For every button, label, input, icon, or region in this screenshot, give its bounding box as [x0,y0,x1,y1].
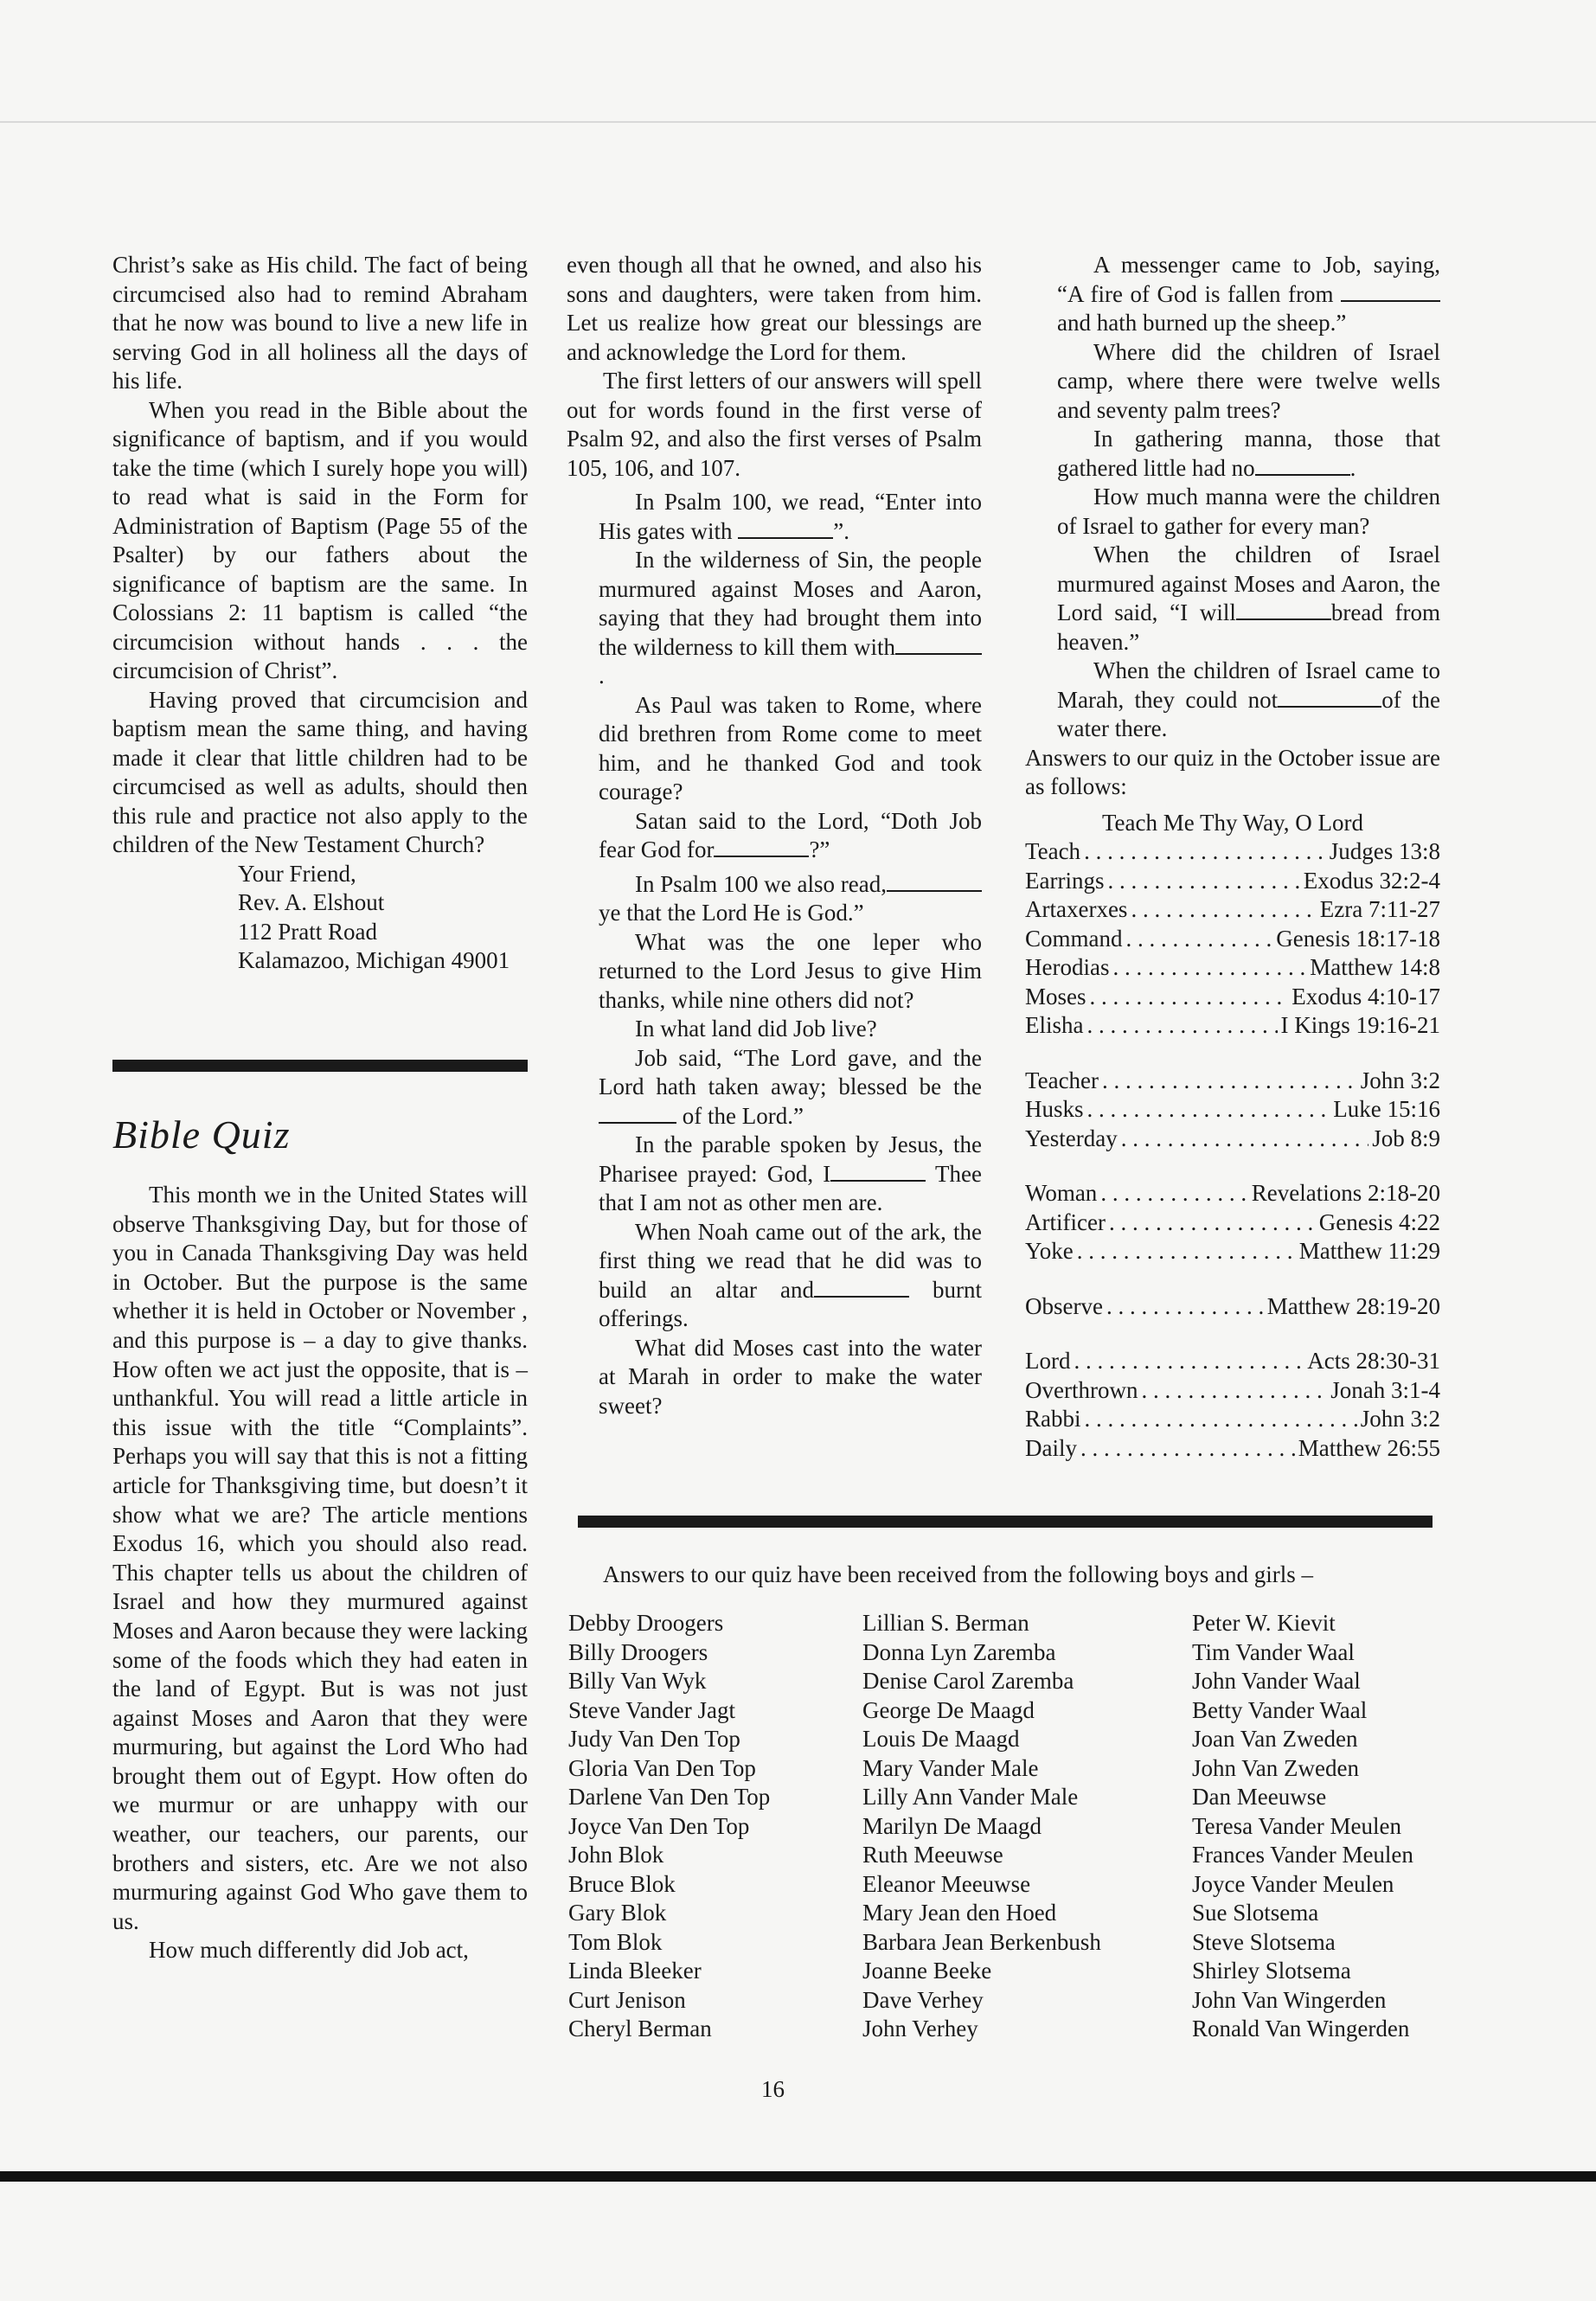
answer-blank [1236,618,1331,620]
signature-line: 112 Pratt Road [238,918,377,945]
respondent-name: Tom Blok [568,1928,663,1955]
respondent-name: John Van Zweden [1192,1754,1359,1781]
answer-row [1025,1067,1440,1096]
answer-reference: I Kings 19:16-21 [1280,1012,1440,1038]
dot-leader [1106,1292,1264,1322]
answer-blank [887,889,982,892]
quiz-question: How much manna were the children of Israel to gather for every man? [1057,484,1440,539]
answer-reference: Judges 13:8 [1329,838,1440,864]
answer-list [1025,837,1440,1463]
page-number: 16 [761,2076,785,2102]
section-divider [578,1516,1433,1528]
answer-group [1025,837,1440,1041]
quiz-question: When the children of Israel murmured against Moses and Aaron, the Lord said, “I will bread from heaven.” [1057,542,1440,655]
answer-reference: Jonah 3:1-4 [1330,1376,1440,1403]
answer-row [1025,895,1440,925]
signature-block [112,860,528,976]
quiz-question: In what land did Job live? [635,1016,877,1042]
respondent-name: Joyce Van Den Top [568,1812,750,1839]
respondent-name: Shirley Slotsema [1192,1958,1351,1984]
dot-leader [1100,1179,1247,1208]
answer-reference: Luke 15:16 [1333,1096,1440,1122]
quiz-intro-paragraph: How much differently did Job act, [149,1937,469,1964]
quiz-question: When Noah came out of the ark, the first thing we read that he did was to build an altar and burnt offerings. [599,1218,982,1331]
respondent-name: Ronald Van Wingerden [1192,2016,1410,2041]
respondent-name: Dave Verhey [862,1986,984,2013]
answer-blank [599,1121,676,1124]
respondent-name: Gary Blok [568,1900,667,1926]
answer-word: Husks [1025,1096,1084,1122]
respondent-name: Judy Van Den Top [568,1726,740,1752]
respondent-name: Curt Jenison [568,1986,686,2013]
names-column [862,1609,1101,2044]
dot-leader [1087,1011,1278,1041]
respondent-name: Bruce Blok [568,1870,676,1897]
answer-group [1025,1347,1440,1463]
answer-blank [738,536,833,539]
respondent-name: John Blok [568,1842,664,1868]
signature-line: Your Friend, [238,860,356,887]
dot-leader [1074,1347,1304,1376]
respondent-name: Betty Vander Waal [1192,1696,1368,1723]
quiz-question: Satan said to the Lord, “Doth Job fear God for ?” [599,807,982,862]
answer-blank [1255,473,1350,476]
dot-leader [1085,1405,1357,1434]
respondent-name: Louis De Maagd [862,1726,1020,1752]
respondent-name: Donna Lyn Zaremba [862,1638,1056,1665]
answer-reference: Job 8:9 [1372,1125,1440,1151]
dot-leader [1087,1095,1330,1125]
answer-reference: Revelations 2:18-20 [1251,1180,1440,1206]
signature-line: Kalamazoo, Michigan 49001 [238,947,510,973]
answer-blank [1341,299,1440,302]
answer-group [1025,1067,1440,1154]
dot-leader [1131,895,1316,925]
answer-word: Daily [1025,1434,1077,1461]
answer-row [1025,983,1440,1012]
answer-blank [830,1179,926,1182]
answer-word: Command [1025,925,1123,952]
respondent-name: Eleanor Meeuwse [862,1870,1031,1897]
answer-reference: Ezra 7:11-27 [1319,896,1440,922]
respondent-name: Sue Slotsema [1192,1900,1319,1926]
respondent-name: Peter W. Kievit [1192,1610,1336,1636]
top-edge-line [0,121,1596,123]
quiz-question: As Paul was taken to Rome, where did brethren from Rome come to meet him, and he thanked God and took courage? [599,691,982,804]
quiz-question: In gathering manna, those that gathered little had no . [1057,426,1440,481]
middle-paragraph: The first letters of our answers will spell out for words found in the first verse of Psalm 92, and also the first verses of Psalm 105, 106, and 107. [567,368,982,481]
answer-blank [895,652,982,655]
answer-blank [1278,705,1381,708]
dot-leader [1121,1125,1368,1154]
names-column [568,1609,770,2044]
quiz-question: A messenger came to Job, saying, “A fire of God is fallen from and hath burned up the sheep.” [1057,252,1440,336]
bible-quiz-heading: Bible Quiz [112,1112,291,1157]
signature-line: Rev. A. Elshout [238,889,385,915]
answer-word: Yesterday [1025,1125,1118,1151]
answer-row [1025,925,1440,954]
respondent-name: Linda Bleeker [568,1958,702,1984]
answer-reference: John 3:2 [1360,1067,1440,1093]
answer-word: Overthrown [1025,1376,1138,1403]
answer-word: Artificer [1025,1208,1106,1235]
respondent-name: Mary Vander Male [862,1754,1039,1781]
respondent-name: Marilyn De Maagd [862,1812,1042,1839]
dot-leader [1141,1376,1327,1406]
respondent-name: Teresa Vander Meulen [1192,1812,1402,1839]
dot-leader [1112,953,1306,983]
answer-group [1025,1179,1440,1266]
respondent-name: Joyce Vander Meulen [1192,1870,1394,1897]
answer-reference: Acts 28:30-31 [1307,1348,1440,1374]
answer-group [1025,1292,1440,1322]
answer-row [1025,1434,1440,1464]
respondent-name: Billy Van Wyk [568,1668,707,1694]
answer-row [1025,1347,1440,1376]
answers-title: Teach Me Thy Way, O Lord [1101,809,1364,836]
answer-reference: Genesis 18:17-18 [1276,925,1440,952]
quiz-question: In Psalm 100 we also read, ye that the Lord He is God.” [567,870,982,928]
answer-row [1025,1179,1440,1208]
respondent-name: John Vander Waal [1192,1668,1361,1694]
answer-reference: Matthew 11:29 [1298,1238,1440,1264]
quiz-question: In Psalm 100, we read, “Enter into His gates with ”. [599,489,982,544]
answers-intro: Answers to our quiz in the October issue are as follows: [1025,744,1440,799]
quiz-question: In the wilderness of Sin, the people murmured against Moses and Aaron, saying that they had brought them into the wilderness to kill them with. [599,547,982,689]
bottom-edge-band [0,2171,1596,2182]
respondent-name: Frances Vander Meulen [1192,1842,1413,1868]
quiz-question: Where did the children of Israel camp, where there were twelve wells and seventy palm trees? [1057,338,1440,423]
left-paragraph: Christ’s sake as His child. The fact of being circumcised also had to remind Abraham that he now was bound to live a new life in serving God in all holiness all the days of his life. [112,252,528,394]
respondent-name: Gloria Van Den Top [568,1754,756,1781]
received-intro: Answers to our quiz have been received from the following boys and girls – [603,1561,1314,1587]
answer-row [1025,1292,1440,1322]
middle-paragraph: even though all that he owned, and also his sons and daughters, were taken from him. Let us realize how great our blessings are and acknowledge the Lord for them. [567,252,982,365]
dot-leader [1107,867,1299,896]
respondent-name: Tim Vander Waal [1192,1638,1355,1665]
dot-leader [1077,1237,1296,1266]
answer-reference: Matthew 28:19-20 [1266,1292,1440,1319]
quiz-intro [112,1181,528,1965]
answer-word: Lord [1025,1348,1071,1374]
respondent-name: Cheryl Berman [568,2016,712,2041]
answer-row [1025,867,1440,896]
section-divider [112,1060,528,1072]
quiz-question: When the children of Israel came to Marah, they could not of the water there. [1057,657,1440,741]
respondent-name: Steve Slotsema [1192,1928,1336,1955]
answer-row [1025,1011,1440,1041]
answer-row [1025,837,1440,867]
respondent-name: Debby Droogers [568,1610,724,1636]
answer-row [1025,1125,1440,1154]
respondent-name: Ruth Meeuwse [862,1842,1003,1868]
respondent-name: Lilly Ann Vander Male [862,1784,1079,1810]
answer-row [1025,1208,1440,1238]
left-paragraph: Having proved that circumcision and baptism mean the same thing, and having made it clear that little children had to be circumcised as well as adults, should then this rule and practice not also apply to the children of the New Testament Church? [112,686,528,857]
quiz-question: Job said, “The Lord gave, and the Lord hath taken away; blessed be the of the Lord.” [599,1044,982,1129]
respondent-name: Denise Carol Zaremba [862,1668,1074,1694]
respondent-name: Darlene Van Den Top [568,1784,771,1810]
answer-reference: Matthew 26:55 [1298,1434,1440,1461]
dot-leader [1090,983,1289,1012]
answer-reference: John 3:2 [1360,1406,1440,1432]
answer-row [1025,1405,1440,1434]
answer-word: Moses [1025,983,1086,1009]
answer-reference: Matthew 14:8 [1310,954,1440,980]
answer-word: Herodias [1025,954,1110,980]
dot-leader [1080,1434,1295,1464]
left-paragraph: When you read in the Bible about the significance of baptism, and if you would take the time (which I surely hope you will) to read what is said in the Form for Administration of Baptism (Page 55 of the Psalter) by our fathers about the significance of baptism are the same. In Colossians 2: 11 baptism is called “the circumcision without hands . . . the circumcision of Christ”. [112,396,528,683]
right-column [1025,251,1440,1463]
respondent-name: Joanne Beeke [862,1958,992,1984]
names-column [1192,1609,1413,2044]
quiz-question: What did Moses cast into the water at Marah in order to make the water sweet? [599,1334,982,1419]
answer-word: Teach [1025,838,1081,864]
left-column [112,251,528,976]
respondent-name: John Verhey [862,2016,978,2041]
dot-leader [1126,925,1273,954]
dot-leader [1109,1208,1316,1238]
respondent-name: Barbara Jean Berkenbush [862,1928,1101,1955]
respondent-name: George De Maagd [862,1696,1035,1723]
answer-reference: Genesis 4:22 [1318,1208,1440,1235]
answer-row [1025,1095,1440,1125]
answer-reference: Exodus 4:10-17 [1292,983,1440,1009]
answer-word: Yoke [1025,1238,1074,1264]
answer-row [1025,953,1440,983]
dot-leader [1084,837,1326,867]
answer-reference: Exodus 32:2-4 [1303,867,1440,894]
quiz-intro-paragraph: This month we in the United States will observe Thanksgiving Day, but for those of you in Canada Thanksgiving Day was held in October. But the purpose is the same whether it is held in October or November , and this purpose is – a day to give thanks. How often we act just the opposite, that is – unthankful. You will read a little article in this issue with the title “Complaints”. Perhaps you will say that this is not a fitting article for Thanksgiving time, but doesn’t it show what we are? The article mentions Exodus 16, which you should also read. This chapter tells us about the children of Israel and how they murmured against Moses and Aaron because they were lacking some of the foods which they had eaten in the land of Egypt. But is was not just against Moses and Aaron that they were murmuring, but against the Lord Who had brought them out of Egypt. How often do we murmur or are unhappy with our weather, our teachers, our parents, our brothers and sisters, etc. Are we not also murmuring against God Who gave them to us. [112,1182,528,1934]
respondent-name: Dan Meeuwse [1192,1784,1327,1810]
answer-word: Artaxerxes [1025,896,1128,922]
dot-leader [1102,1067,1357,1096]
answer-blank [714,855,809,857]
respondent-name: Billy Droogers [568,1638,708,1665]
middle-column [567,251,982,1420]
respondent-name: John Van Wingerden [1192,1986,1387,2013]
respondent-name: Steve Vander Jagt [568,1696,735,1723]
respondent-name: Joan Van Zweden [1192,1726,1358,1752]
quiz-question: In the parable spoken by Jesus, the Pharisee prayed: God, I Thee that I am not as other men are. [599,1131,982,1215]
quiz-question: What was the one leper who returned to the Lord Jesus to give Him thanks, while nine others did not? [599,928,982,1013]
respondent-name: Lillian S. Berman [862,1610,1029,1636]
answer-word: Elisha [1025,1012,1084,1038]
answer-row [1025,1376,1440,1406]
answer-blank [814,1295,909,1298]
respondent-name: Mary Jean den Hoed [862,1900,1057,1926]
answer-word: Woman [1025,1180,1098,1206]
answer-word: Rabbi [1025,1406,1081,1432]
answer-word: Earrings [1025,867,1105,894]
answer-word: Observe [1025,1292,1103,1319]
answer-row [1025,1237,1440,1266]
answer-word: Teacher [1025,1067,1099,1093]
